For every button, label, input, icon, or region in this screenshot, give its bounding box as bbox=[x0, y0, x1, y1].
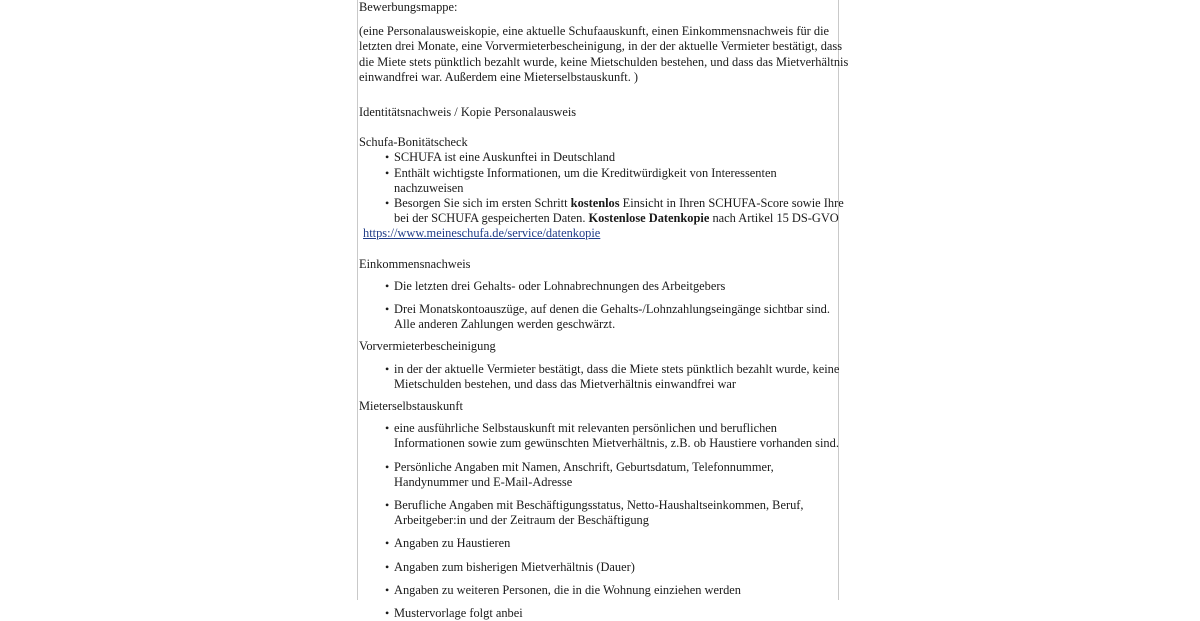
spacer bbox=[359, 242, 849, 257]
heading-einkommensnachweis: Einkommensnachweis bbox=[359, 256, 471, 271]
heading-mieterselbstauskunft: Mieterselbstauskunft bbox=[359, 399, 463, 414]
list-item: • in der der aktuelle Vermieter bestätigt, dass die Miete stets pünktlich bezahlt wurde, keine Mietschulden bestehen, und dass das Mietverhältnis einwandfrei war bbox=[359, 362, 849, 392]
schufa-datenkopie-link[interactable]: https://www.meineschufa.de/service/datenkopie bbox=[363, 226, 601, 241]
text-fragment: Besorgen Sie sich im ersten Schritt bbox=[394, 196, 571, 211]
document-intro-paragraph: (eine Personalausweiskopie, eine aktuelle Schufaauskunft, einen Einkommensnachweis für die letzten drei Monate, eine Vorvermieterbescheinigung, in der der aktuelle Vermieter bestätigt, dass die Miete stets pünktlich bezahlt wurde, keine Mietschulden bestehen, und dass das Mietverhältnis einwandfrei war. Außerdem eine Mieterselbstauskunft. ) bbox=[359, 24, 849, 84]
list-item-rich bbox=[359, 196, 849, 226]
list-item: • SCHUFA ist eine Auskunftei in Deutschland bbox=[359, 150, 849, 165]
list-item: • Angaben zu weiteren Personen, die in die Wohnung einziehen werden bbox=[359, 583, 849, 598]
list-item: • Angaben zum bisherigen Mietverhältnis (Dauer) bbox=[359, 560, 849, 575]
list-item: • Mustervorlage folgt anbei bbox=[359, 606, 849, 621]
bold-kostenlos: kostenlos bbox=[570, 196, 620, 211]
list-item: • Berufliche Angaben mit Beschäftigungsstatus, Netto-Haushaltseinkommen, Beruf, Arbeitgeber:in und der Zeitraum der Beschäftigung bbox=[359, 498, 849, 528]
list-schufa bbox=[359, 150, 849, 226]
text-fragment: Einsicht in Ihren SCHUFA-Score sowie Ihre bei der SCHUFA gespeicherten Daten. bbox=[394, 196, 844, 226]
list-mieterselbstauskunft bbox=[359, 421, 849, 621]
spacer bbox=[359, 85, 849, 105]
heading-vorvermieterbescheinigung: Vorvermieterbescheinigung bbox=[359, 339, 496, 354]
spacer bbox=[359, 120, 849, 135]
list-item: • Angaben zu Haustieren bbox=[359, 536, 849, 551]
document-body bbox=[359, 0, 849, 621]
text-fragment: nach Artikel 15 DS-GVO bbox=[709, 211, 839, 226]
heading-identitaetsnachweis: Identitätsnachweis / Kopie Personalausweis bbox=[359, 105, 577, 120]
document-title: Bewerbungsmappe: bbox=[359, 0, 458, 14]
list-item: • Enthält wichtigste Informationen, um die Kreditwürdigkeit von Interessenten nachzuweisen bbox=[359, 166, 849, 196]
spacer bbox=[359, 15, 849, 24]
list-vorvermieterbescheinigung bbox=[359, 362, 849, 392]
list-item: • Die letzten drei Gehalts- oder Lohnabrechnungen des Arbeitgebers bbox=[359, 279, 849, 294]
heading-schufa-bonitaetscheck: Schufa-Bonitätscheck bbox=[359, 135, 468, 150]
list-einkommensnachweis bbox=[359, 279, 849, 333]
bold-kostenlose-datenkopie: Kostenlose Datenkopie bbox=[588, 211, 710, 226]
schufa-link-line bbox=[359, 226, 849, 241]
list-item: • eine ausführliche Selbstauskunft mit relevanten persönlichen und beruflichen Informationen sowie zum gewünschten Mietverhältnis, z.B. ob Haustiere vorhanden sind. bbox=[359, 421, 849, 451]
list-item: • Persönliche Angaben mit Namen, Anschrift, Geburtsdatum, Telefonnummer, Handynummer und E-Mail-Adresse bbox=[359, 460, 849, 490]
list-item: • Drei Monatskontoauszüge, auf denen die Gehalts-/Lohnzahlungseingänge sichtbar sind. Alle anderen Zahlungen werden geschwärzt. bbox=[359, 302, 849, 332]
